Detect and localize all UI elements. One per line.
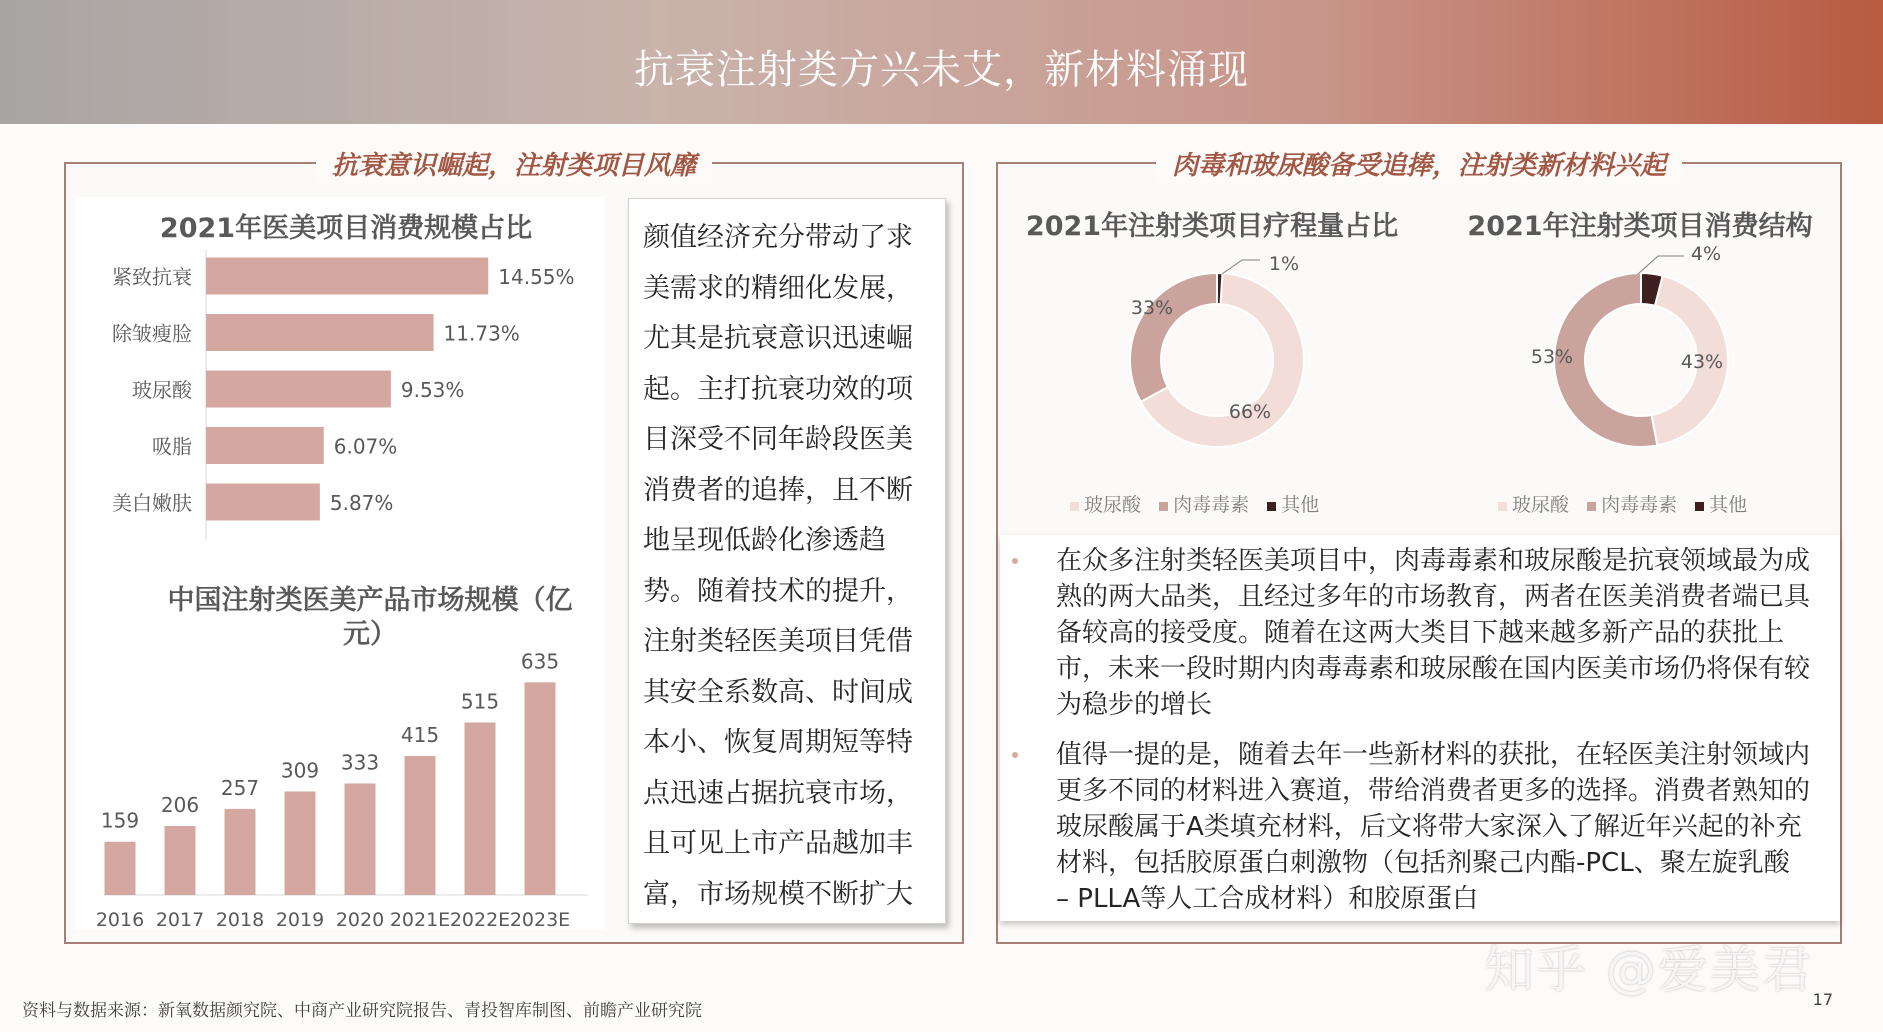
bar [525,682,556,895]
donut-slice [1217,273,1222,304]
data-label: 5.87% [329,491,394,515]
legend-item: 肉毒毒素 [1601,494,1678,516]
data-label: 333 [340,750,380,775]
bar [206,314,434,351]
bar [285,791,316,895]
leader-line [1222,260,1260,274]
market-size-bar-chart [76,650,604,940]
data-label: 635 [520,650,560,674]
bar [206,258,488,295]
donut-chart-2-legend [1486,490,1747,517]
bar [105,842,136,895]
slice-label: 1% [1268,253,1300,275]
bar-chart-2-title: 中国注射类医美产品市场规模（亿元） [167,585,573,650]
tick-label: 2016 [95,909,145,931]
data-label: 159 [100,808,140,833]
bar [206,484,320,521]
legend-item: 玻尿酸 [1512,494,1570,516]
bar [225,809,256,895]
legend-item: 肉毒毒素 [1173,494,1250,516]
right-panel-heading-text: 肉毒和玻尿酸备受追捧，注射类新材料兴起 [1156,145,1682,182]
slice-label: 33% [1130,297,1174,319]
data-label: 515 [460,689,500,714]
category-label: 美白嫩肤 [112,491,192,515]
legend-item: 其他 [1281,494,1320,516]
page-number: 17 [1812,990,1833,1009]
data-label: 415 [400,722,440,747]
category-label: 吸脂 [152,434,192,459]
tick-label: 2019 [275,909,325,931]
header-banner [0,0,1883,124]
tick-label: 2020 [335,909,385,931]
legend-swatch-icon [1159,502,1168,511]
bar [206,371,391,408]
data-label: 11.73% [443,321,520,346]
category-label: 除皱瘦脸 [112,321,192,346]
tick-label: 2018 [215,909,265,931]
legend-item: 其他 [1709,494,1748,516]
bar [465,722,496,895]
donut-slice [1130,273,1217,402]
legend-swatch-icon [1267,502,1276,511]
data-label: 9.53% [400,378,465,402]
watermark: 知乎 @爱美君 [1484,941,1814,999]
tick-label: 2023E [509,909,571,931]
data-label: 14.55% [498,265,575,289]
data-label: 309 [280,758,320,783]
leader-line [1638,256,1684,274]
tick-label: 2017 [155,909,205,931]
page-title: 抗衰注射类方兴未艾，新材料涌现 [634,47,1249,93]
category-label: 紧致抗衰 [112,265,192,289]
source-note: 资料与数据来源：新氧数据颜究院、中商产业研究院报告、青投智库制图、前瞻产业研究院 [22,1001,702,1021]
tick-label: 2022E [449,909,511,931]
left-panel-heading-text: 抗衰意识崛起，注射类项目风靡 [316,145,712,182]
bar [165,826,196,895]
legend-swatch-icon [1498,502,1507,511]
donut-chart-2-title: 2021年注射类项目消费结构 [1467,211,1813,242]
treatment-share-donut-chart [1092,240,1342,470]
bar [405,756,436,895]
slice-label: 53% [1530,346,1574,368]
data-label: 6.07% [333,434,398,459]
data-label: 257 [220,775,260,800]
slice-label: 43% [1680,351,1724,373]
left-panel-heading [66,145,962,182]
left-body-text: 颜值经济充分带动了求美需求的精细化发展，尤其是抗衰意识迅速崛起。主打抗衰功效的项目深受不同年龄段医美消费者的追捧，且不断地呈现低龄化渗透趋势。随着技术的提升，注射类轻医美项目凭借其安全系数高、时间成本小、恢复周期短等特点迅速占据抗衰市场，且可见上市产品越加丰富，市场规模不断扩大 [643,222,913,910]
legend-swatch-icon [1695,502,1704,511]
data-label: 206 [160,792,200,817]
legend-swatch-icon [1070,502,1079,511]
bullet-item: 在众多注射类轻医美项目中，肉毒毒素和玻尿酸是抗衰领域最为成熟的两大品类，且经过多年的市场教育，两者在医美消费者端已具备较高的接受度。随着在这两大类目下越来越多新产品的获批上市，未来一段时期内肉毒毒素和玻尿酸在国内医美市场仍将保有较为稳步的增长 [1038,543,1810,723]
consumption-share-bar-chart [76,250,604,555]
category-label: 玻尿酸 [132,378,192,402]
donut-chart-1-legend [1058,490,1319,517]
consumption-structure-donut-chart [1516,240,1766,470]
right-bullet-list [1000,535,1840,921]
bullet-item: 值得一提的是，随着去年一些新材料的获批，在轻医美注射领域内更多不同的材料进入赛道，带给消费者更多的选择。消费者熟知的玻尿酸属于A类填充材料，后文将带大家深入了解近年兴起的补充材料，包括胶原蛋白刺激物（包括剂聚己内酯-PCL、聚左旋乳酸 – PLLA等人工合成材料）和胶原蛋白 [1038,737,1810,917]
right-panel-heading [998,145,1840,182]
bar [345,783,376,895]
legend-item: 玻尿酸 [1084,494,1142,516]
donut-chart-1-title: 2021年注射类项目疗程量占比 [1025,211,1399,242]
legend-swatch-icon [1587,502,1596,511]
bar [206,427,324,464]
bar-chart-1-title: 2021年医美项目消费规模占比 [159,213,533,244]
slice-label: 4% [1690,243,1722,265]
tick-label: 2021E [389,909,451,931]
left-text-box [628,198,946,924]
slice-label: 66% [1228,401,1272,423]
